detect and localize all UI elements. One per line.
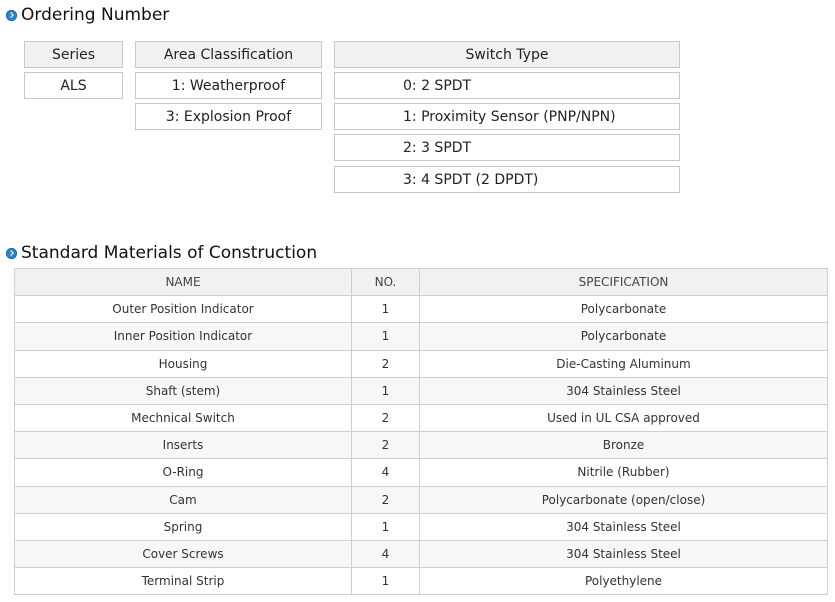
table-row xyxy=(15,540,828,567)
cell-specification: Die-Casting Aluminum xyxy=(420,350,828,377)
ordering-number-title xyxy=(6,5,169,25)
materials-title xyxy=(6,243,317,263)
cell-no: 4 xyxy=(352,459,420,486)
table-row xyxy=(15,486,828,513)
area-classification-header: Area Classification xyxy=(135,41,322,68)
cell-specification: 304 Stainless Steel xyxy=(420,513,828,540)
column-header-name: NAME xyxy=(15,269,352,296)
cell-specification: Bronze xyxy=(420,432,828,459)
cell-name: Inserts xyxy=(15,432,352,459)
column-header-specification: SPECIFICATION xyxy=(420,269,828,296)
cell-no: 2 xyxy=(352,404,420,431)
switch-option: 3: 4 SPDT (2 DPDT) xyxy=(334,166,680,193)
cell-no: 1 xyxy=(352,323,420,350)
cell-specification: Nitrile (Rubber) xyxy=(420,459,828,486)
chevron-right-circle-icon xyxy=(6,10,17,21)
cell-name: Outer Position Indicator xyxy=(15,296,352,323)
table-row xyxy=(15,459,828,486)
cell-name: Cover Screws xyxy=(15,540,352,567)
cell-no: 2 xyxy=(352,432,420,459)
cell-specification: Polyethylene xyxy=(420,568,828,595)
cell-no: 1 xyxy=(352,377,420,404)
ordering-number-title-text: Ordering Number xyxy=(21,5,170,25)
area-option: 1: Weatherproof xyxy=(135,72,322,99)
table-row xyxy=(15,350,828,377)
cell-no: 1 xyxy=(352,513,420,540)
cell-no: 2 xyxy=(352,486,420,513)
cell-no: 1 xyxy=(352,568,420,595)
cell-specification: 304 Stainless Steel xyxy=(420,540,828,567)
cell-name: Inner Position Indicator xyxy=(15,323,352,350)
cell-name: Shaft (stem) xyxy=(15,377,352,404)
cell-specification: Polycarbonate xyxy=(420,323,828,350)
switch-option: 2: 3 SPDT xyxy=(334,134,680,161)
series-value: ALS xyxy=(24,72,123,99)
cell-specification: 304 Stainless Steel xyxy=(420,377,828,404)
area-option: 3: Explosion Proof xyxy=(135,103,322,130)
materials-table xyxy=(14,268,828,595)
cell-no: 1 xyxy=(352,296,420,323)
table-row xyxy=(15,323,828,350)
cell-specification: Used in UL CSA approved xyxy=(420,404,828,431)
cell-no: 2 xyxy=(352,350,420,377)
cell-name: Mechnical Switch xyxy=(15,404,352,431)
cell-name: O-Ring xyxy=(15,459,352,486)
table-row xyxy=(15,432,828,459)
cell-name: Cam xyxy=(15,486,352,513)
switch-option: 1: Proximity Sensor (PNP/NPN) xyxy=(334,103,680,130)
switch-option: 0: 2 SPDT xyxy=(334,72,680,99)
cell-specification: Polycarbonate (open/close) xyxy=(420,486,828,513)
materials-title-text: Standard Materials of Construction xyxy=(21,243,318,263)
table-row xyxy=(15,377,828,404)
table-row xyxy=(15,296,828,323)
table-row xyxy=(15,568,828,595)
chevron-right-circle-icon xyxy=(6,248,17,259)
table-row xyxy=(15,513,828,540)
cell-no: 4 xyxy=(352,540,420,567)
column-header-no: NO. xyxy=(352,269,420,296)
table-row xyxy=(15,404,828,431)
cell-specification: Polycarbonate xyxy=(420,296,828,323)
cell-name: Terminal Strip xyxy=(15,568,352,595)
switch-type-header: Switch Type xyxy=(334,41,680,68)
cell-name: Housing xyxy=(15,350,352,377)
series-header: Series xyxy=(24,41,123,68)
cell-name: Spring xyxy=(15,513,352,540)
table-header-row xyxy=(15,269,828,296)
